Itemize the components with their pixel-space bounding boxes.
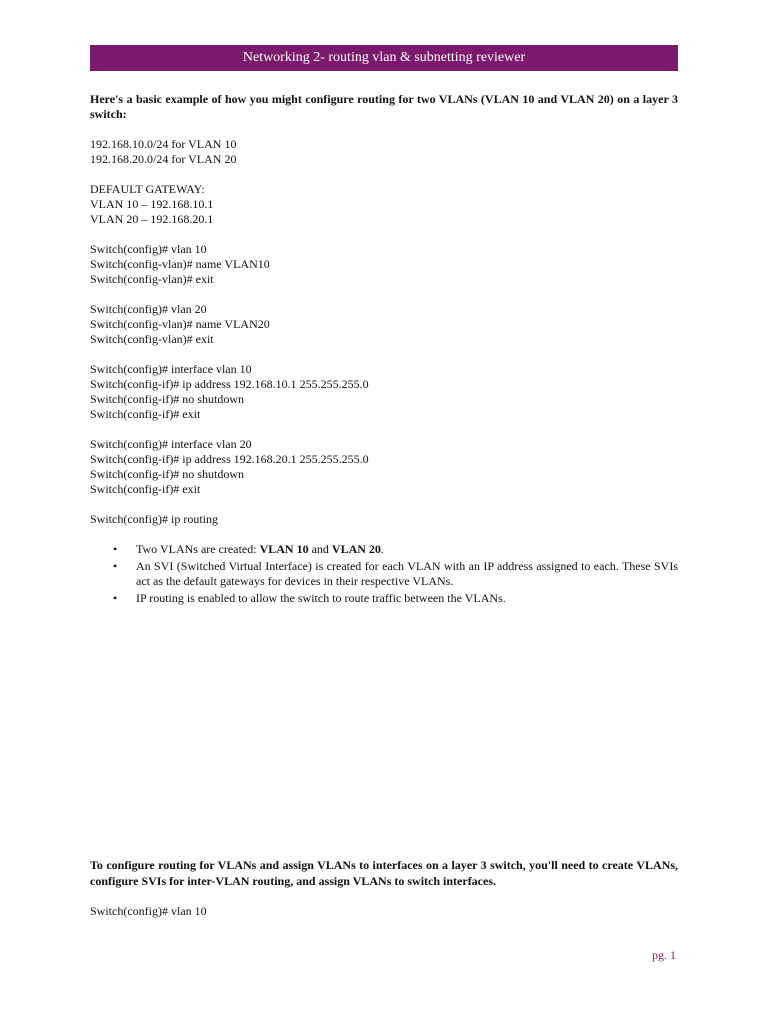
bullet-icon: • (113, 559, 118, 573)
code-line: Switch(config)# vlan 20 (90, 302, 207, 316)
text-block (90, 182, 678, 227)
code-line: Switch(config)# interface vlan 10 (90, 362, 252, 376)
bullet-icon: • (113, 542, 118, 556)
text-block (90, 242, 678, 287)
document-title: Networking 2- routing vlan & subnetting reviewer (242, 50, 526, 65)
config-blocks (90, 137, 678, 527)
code-line: Switch(config-vlan)# name VLAN10 (90, 257, 270, 271)
code-line: VLAN 10 – 192.168.10.1 (90, 197, 214, 211)
code-line: Switch(config)# interface vlan 20 (90, 437, 252, 451)
code-line: Switch(config)# vlan 10 (90, 242, 207, 256)
text-block (90, 512, 678, 527)
code-line: Switch(config-if)# ip address 192.168.10.1 255.255.255.0 (90, 377, 369, 391)
main-content (90, 92, 678, 608)
code-line: Switch(config-vlan)# name VLAN20 (90, 317, 270, 331)
code-line: Switch(config-if)# exit (90, 482, 201, 496)
code-line: Switch(config-if)# no shutdown (90, 467, 244, 481)
list-item: • IP routing is enabled to allow the switch to route traffic between the VLANs. (113, 591, 506, 605)
text-block (90, 302, 678, 347)
code-line: Switch(config-vlan)# exit (90, 272, 214, 286)
intro-paragraph: Here's a basic example of how you might configure routing for two VLANs (VLAN 10 and VLAN 20) on a layer 3 switch: (90, 92, 678, 121)
text-block (90, 437, 678, 497)
outro-section (90, 857, 678, 919)
code-line: Switch(config-if)# exit (90, 407, 201, 421)
code-line: Switch(config)# vlan 10 (90, 904, 207, 918)
list-item: • Two VLANs are created: VLAN 10 and VLAN 20. (113, 542, 384, 556)
bullet-icon: • (113, 591, 118, 605)
code-line: 192.168.20.0/24 for VLAN 20 (90, 152, 237, 166)
page-number: pg. 1 (652, 948, 676, 962)
text-block (90, 137, 678, 167)
code-line: Switch(config-vlan)# exit (90, 332, 214, 346)
code-line: Switch(config-if)# no shutdown (90, 392, 244, 406)
code-line: 192.168.10.0/24 for VLAN 10 (90, 137, 237, 151)
header-bar (90, 45, 678, 71)
list-item: • An SVI (Switched Virtual Interface) is created for each VLAN with an IP address assigned to each. These SVIs act as the default gateways for devices in their respective VLANs. (113, 559, 678, 588)
text-block (90, 362, 678, 422)
code-line: DEFAULT GATEWAY: (90, 182, 205, 196)
code-line: Switch(config)# ip routing (90, 512, 218, 526)
outro-paragraph: To configure routing for VLANs and assign VLANs to interfaces on a layer 3 switch, you'll need to create VLANs, configure SVIs for inter-VLAN routing, and assign VLANs to switch interfaces. (90, 858, 678, 888)
code-line: VLAN 20 – 192.168.20.1 (90, 212, 214, 226)
summary-list (90, 542, 678, 606)
code-line: Switch(config-if)# ip address 192.168.20.1 255.255.255.0 (90, 452, 369, 466)
